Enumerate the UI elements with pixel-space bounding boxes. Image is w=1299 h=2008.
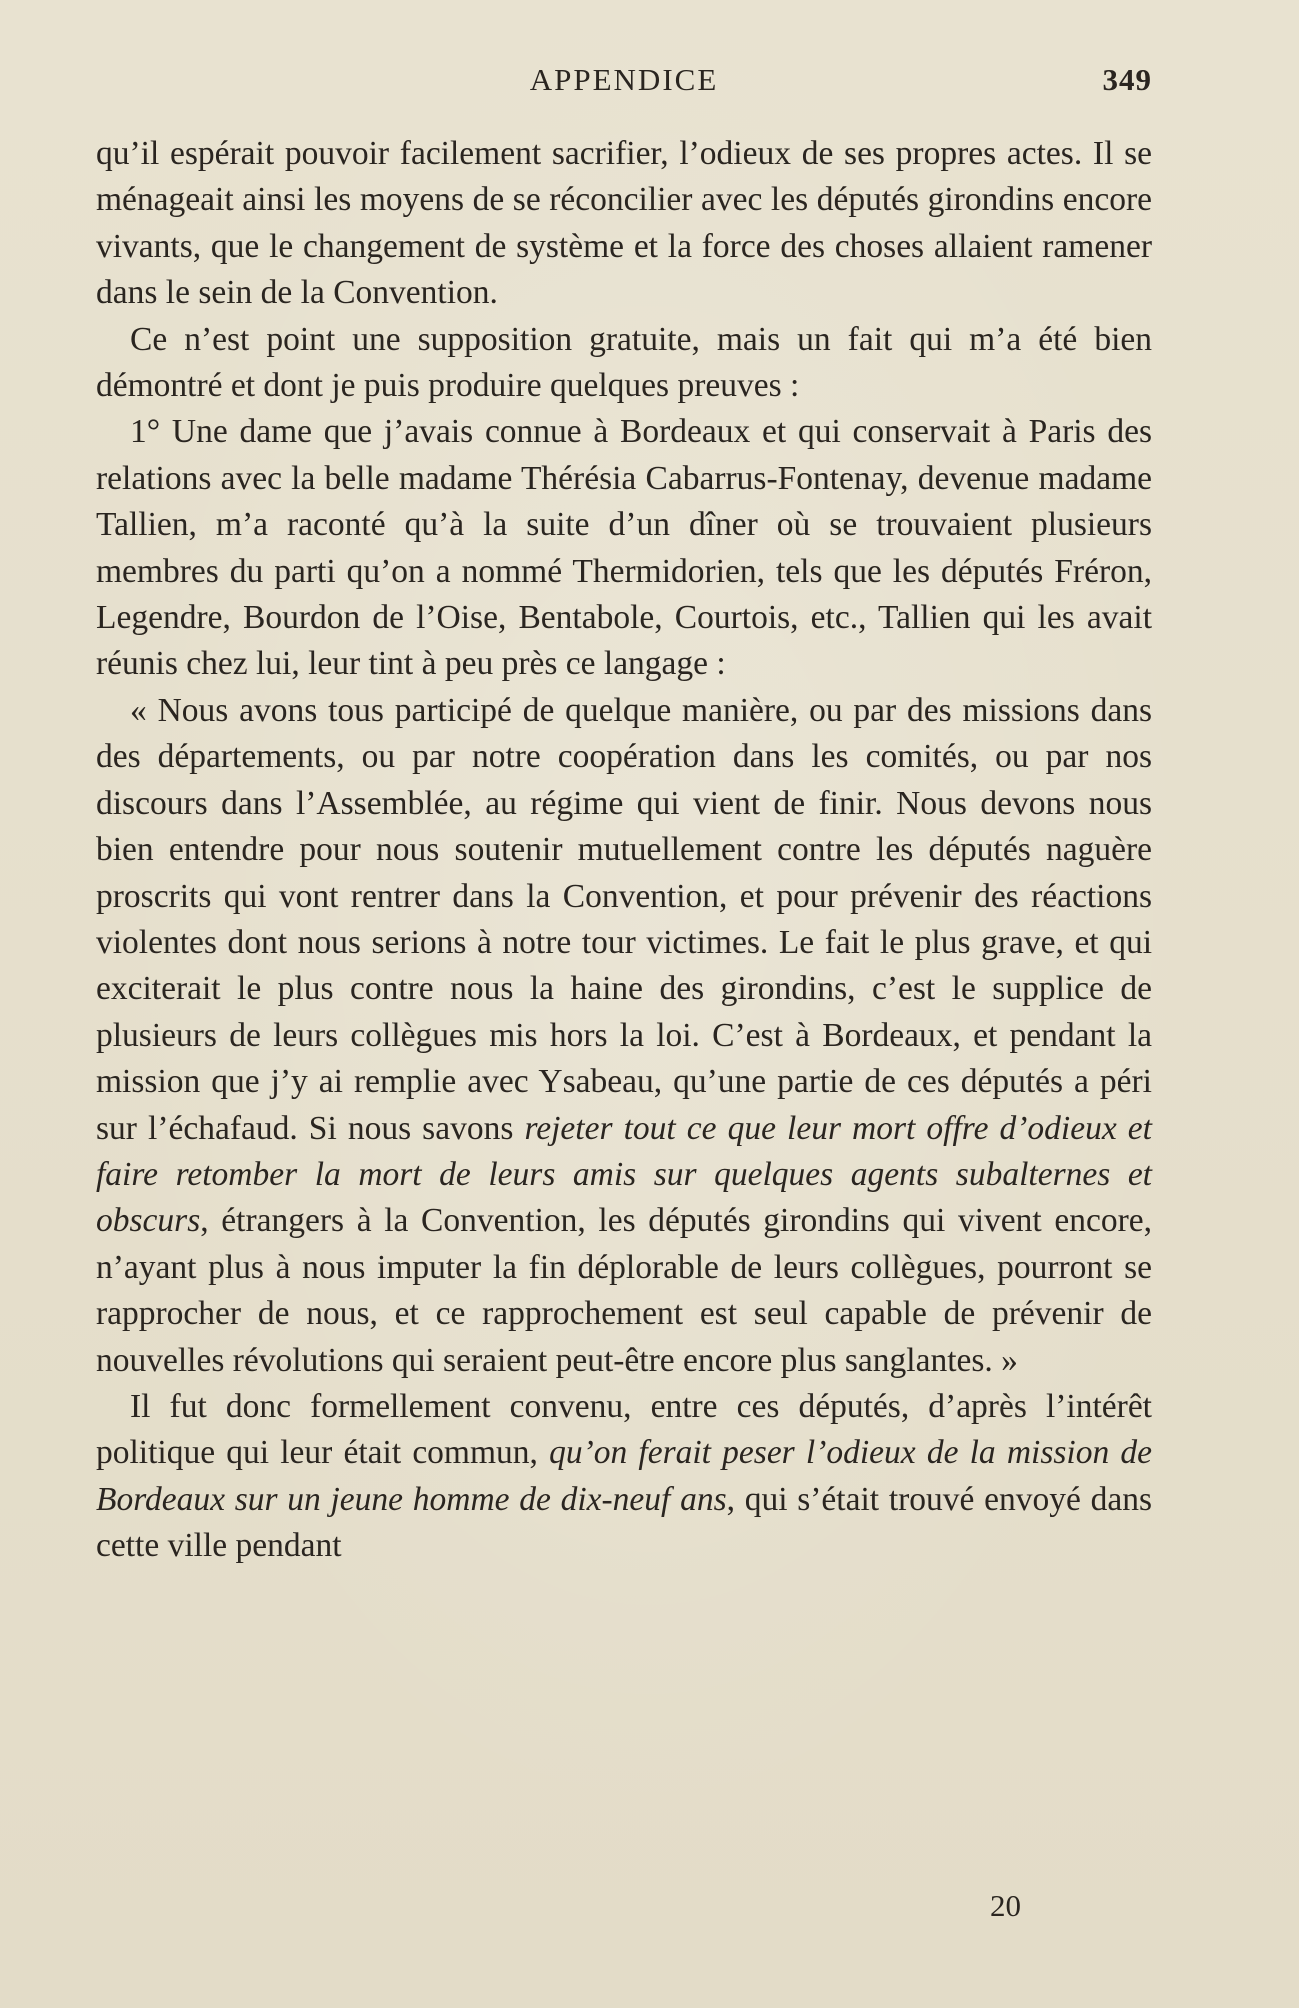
italic-text: rejeter tout ce que leur mort offre d’odieux et faire retomber la mort de leurs amis sur quelques agents subalternes et obscurs (96, 1109, 1152, 1240)
text-run: « Nous avons tous participé de quelque manière, ou par des missions dans des départements, ou par notre coopération dans les comités, ou par nos discours dans l’Assemblée, au régime qui vient de finir. Nous devons nous bien entendre pour nous soutenir mutuellement contre les députés naguère proscrits qui vont rentrer dans la Convention, et pour prévenir des réactions violentes dont nous serions à notre tour victimes. Le fait le plus grave, et qui exciterait le plus contre nous la haine des girondins, c’est le supplice de plusieurs de leurs collègues mis hors la loi. C’est à Bordeaux, et pendant la mission que j’y ai remplie avec Ysabeau, qu’une partie de ces députés a péri sur l’échafaud. Si nous savons (96, 691, 1152, 1147)
paragraph (96, 409, 1152, 687)
text-run: 1° Une dame que j’avais connue à Bordeaux et qui conservait à Paris des relations avec la belle madame Thérésia Cabarrus-Fontenay, devenue madame Tallien, m’a raconté qu’à la suite d’un dîner où se trouvaient plusieurs membres du parti qu’on a nommé Thermidorien, tels que les députés Fréron, Legendre, Bourdon de l’Oise, Bentabole, Courtois, etc., Tallien qui les avait réunis chez lui, leur tint à peu près ce langage : (96, 413, 1152, 683)
page-number: 349 (1102, 62, 1152, 97)
body-text (96, 131, 1152, 1570)
text-run: Ce n’est point une supposition gratuite, mais un fait qui m’a été bien démontré et dont je puis produire quelques preuves : (96, 320, 1152, 405)
signature-mark: 20 (990, 1888, 1021, 1923)
italic-text: qu’on ferait peser l’odieux de la mission de Bordeaux sur un jeune homme de dix-neuf ans (96, 1434, 1152, 1518)
paragraph (96, 131, 1152, 317)
running-title: APPENDICE (529, 62, 719, 97)
text-run: , qui s’était trouvé envoyé dans cette ville pendant (96, 1480, 1152, 1565)
paragraph (96, 1384, 1152, 1570)
text-run: , étrangers à la Convention, les députés girondins qui vivent encore, n’ayant plus à nous imputer la fin déplorable de leurs collègues, pourront se rapprocher de nous, et ce rapprochement est seul capable de prévenir de nouvelles révolutions qui seraient peut-être encore plus sanglantes. » (96, 1202, 1152, 1379)
paragraph (96, 688, 1152, 1384)
running-header (96, 62, 1152, 112)
paragraph (96, 317, 1152, 410)
text-run: Il fut donc formellement convenu, entre ces députés, d’après l’intérêt politique qui leur était commun, (96, 1387, 1152, 1472)
text-run: qu’il espérait pouvoir facilement sacrifier, l’odieux de ses propres actes. Il se ménageait ainsi les moyens de se réconcilier avec les députés girondins encore vivants, que le changement de système et la force des choses allaient ramener dans le sein de la Convention. (96, 135, 1152, 312)
